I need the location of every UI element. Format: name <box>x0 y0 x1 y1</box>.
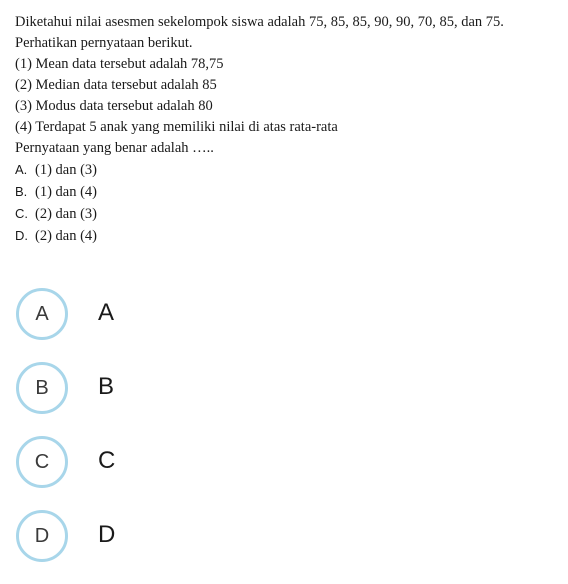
option-letter: A. <box>15 162 28 177</box>
question-option-a <box>15 159 560 181</box>
statement-2: (2) Median data tersebut adalah 85 <box>15 77 217 93</box>
answer-label-a[interactable]: A <box>98 299 115 326</box>
answer-choice-b[interactable] <box>15 362 555 412</box>
question-instruction: Perhatikan pernyataan berikut. <box>15 35 193 51</box>
question-option-d <box>15 225 560 247</box>
answer-choice-d[interactable] <box>15 510 555 560</box>
question-prompt: Pernyataan yang benar adalah ….. <box>15 140 214 156</box>
answer-choice-c[interactable] <box>15 436 555 486</box>
answer-badge-b[interactable]: B <box>16 362 68 414</box>
option-text: (2) dan (3) <box>35 206 98 222</box>
answer-label-d[interactable]: D <box>98 521 116 548</box>
option-text: (2) dan (4) <box>35 228 98 244</box>
answer-badge-a[interactable]: A <box>16 288 68 340</box>
statement-3: (3) Modus data tersebut adalah 80 <box>15 98 213 114</box>
option-text: (1) dan (3) <box>35 162 98 178</box>
statement-4: (4) Terdapat 5 anak yang memiliki nilai di atas rata-rata <box>15 119 338 135</box>
question-stem: Diketahui nilai asesmen sekelompok siswa adalah 75, 85, 85, 90, 90, 70, 85, dan 75. <box>15 14 504 30</box>
option-letter: B. <box>15 184 28 199</box>
answer-badge-c[interactable]: C <box>16 436 68 488</box>
question-option-c <box>15 203 560 225</box>
answer-choices <box>15 288 555 584</box>
statement-1: (1) Mean data tersebut adalah 78,75 <box>15 56 224 72</box>
option-letter: C. <box>15 206 28 221</box>
option-text: (1) dan (4) <box>35 184 98 200</box>
answer-badge-d[interactable]: D <box>16 510 68 562</box>
question-option-b <box>15 181 560 203</box>
question-block <box>15 12 560 247</box>
option-letter: D. <box>15 228 28 243</box>
answer-label-c[interactable]: C <box>98 447 116 474</box>
answer-label-b[interactable]: B <box>98 373 115 400</box>
answer-choice-a[interactable] <box>15 288 555 338</box>
